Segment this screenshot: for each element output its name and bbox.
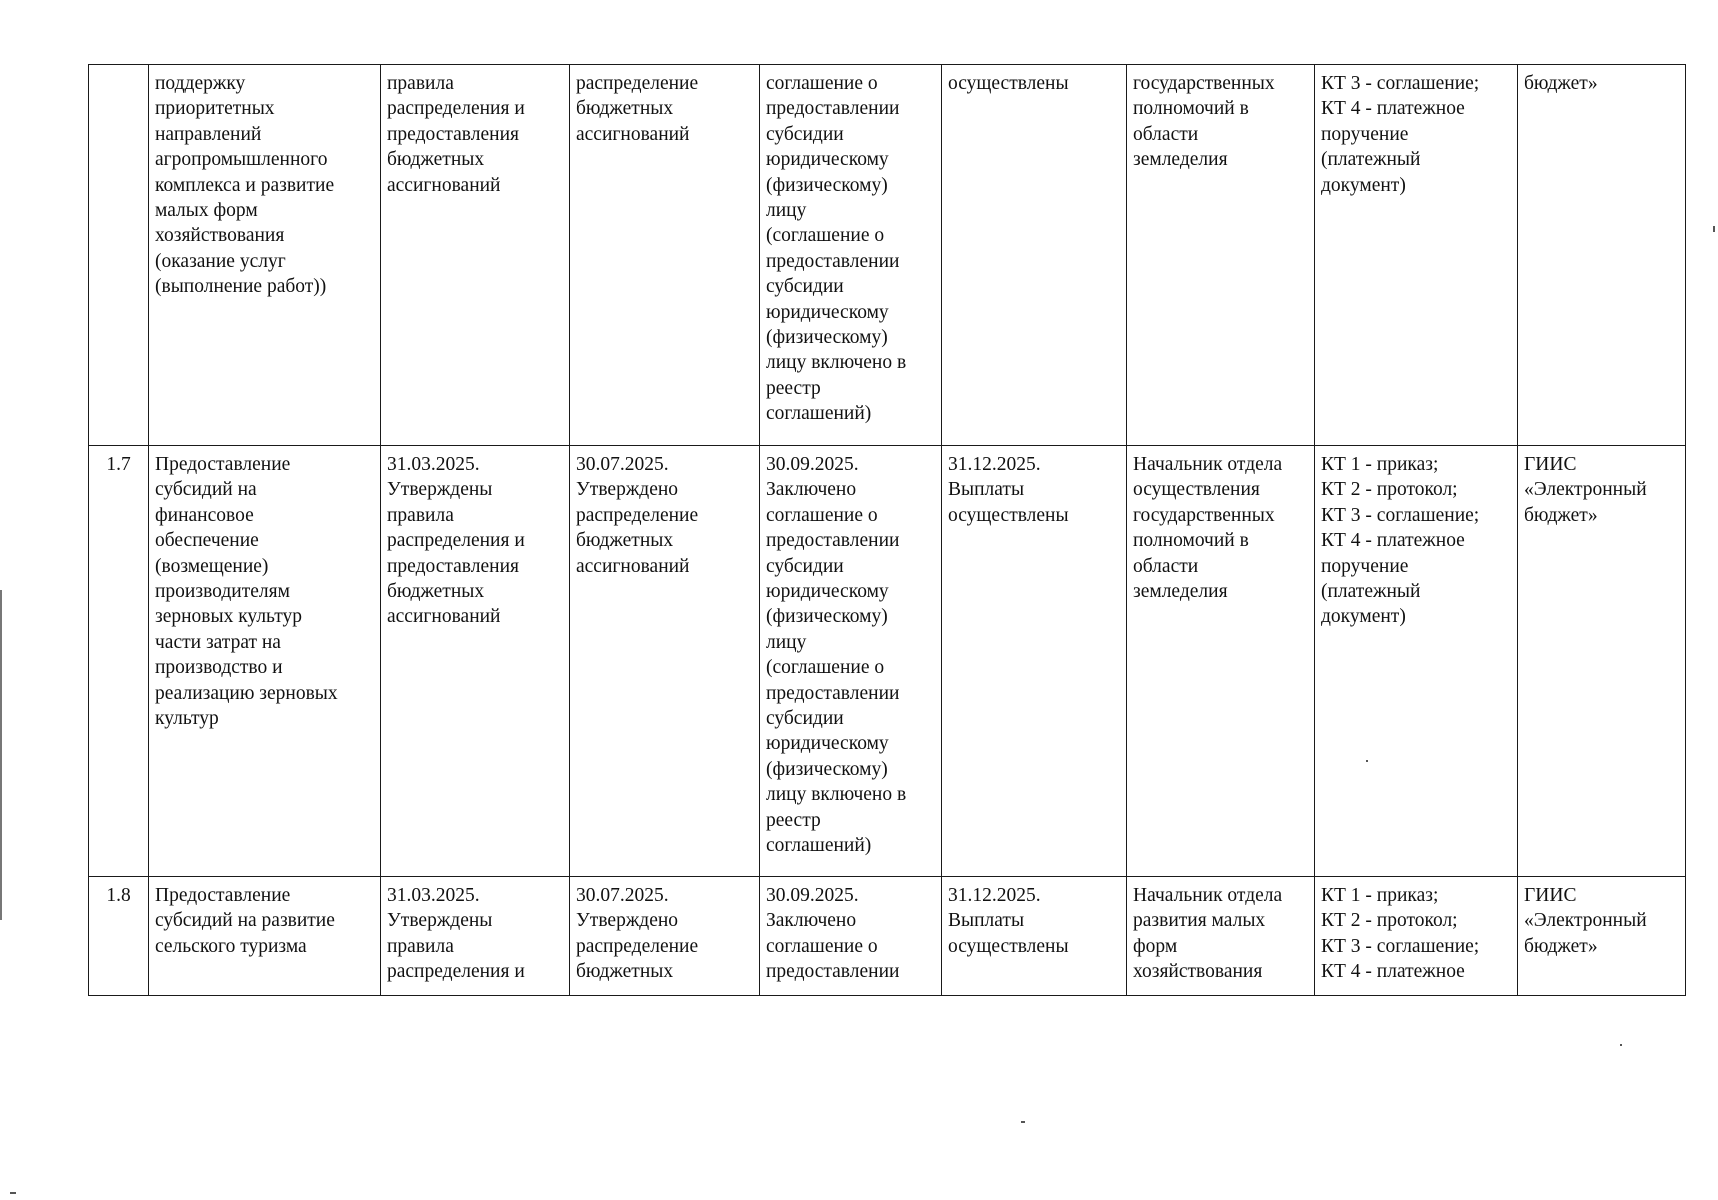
document-type-cell: КТ 3 - соглашение; КТ 4 - платежное поручение (платежный документ) bbox=[1315, 65, 1518, 446]
document-type-cell: КТ 1 - приказ; КТ 2 - протокол; КТ 3 - соглашение; КТ 4 - платежное bbox=[1315, 877, 1518, 996]
responsible-cell: Начальник отдела развития малых форм хозяйствования bbox=[1127, 877, 1315, 996]
scan-speck bbox=[1620, 1044, 1622, 1046]
scan-speck bbox=[1021, 1121, 1025, 1123]
checkpoint-3-cell: соглашение о предоставлении субсидии юридическому (физическому) лицу (соглашение о предоставлении субсидии юридическому (физическому) лицу включено в реестр соглашений) bbox=[760, 65, 942, 446]
checkpoint-4-cell: осуществлены bbox=[942, 65, 1127, 446]
checkpoint-3-cell: 30.09.2025. Заключено соглашение о предоставлении субсидии юридическому (физическому) лицу (соглашение о предоставлении субсидии юридическому (физическому) лицу включено в реестр соглашений) bbox=[760, 446, 942, 877]
scan-speck bbox=[10, 1192, 16, 1194]
row-number-cell: 1.7 bbox=[89, 446, 149, 877]
checkpoint-1-cell: 31.03.2025. Утверждены правила распределения и bbox=[381, 877, 570, 996]
row-number-cell bbox=[89, 65, 149, 446]
info-system-cell: бюджет» bbox=[1518, 65, 1686, 446]
checkpoint-1-cell: правила распределения и предоставления бюджетных ассигнований bbox=[381, 65, 570, 446]
event-cell: Предоставление субсидий на развитие сельского туризма bbox=[149, 877, 381, 996]
checkpoint-4-cell: 31.12.2025. Выплаты осуществлены bbox=[942, 446, 1127, 877]
table-row bbox=[89, 877, 1686, 996]
scan-speck bbox=[1366, 760, 1368, 762]
event-cell: Предоставление субсидий на финансовое обеспечение (возмещение) производителям зерновых культур части затрат на производство и реализацию зерновых культур bbox=[149, 446, 381, 877]
event-cell: поддержку приоритетных направлений агропромышленного комплекса и развитие малых форм хозяйствования (оказание услуг (выполнение работ)) bbox=[149, 65, 381, 446]
checkpoint-2-cell: 30.07.2025. Утверждено распределение бюджетных ассигнований bbox=[570, 446, 760, 877]
checkpoint-2-cell: 30.07.2025. Утверждено распределение бюджетных bbox=[570, 877, 760, 996]
table-row bbox=[89, 65, 1686, 446]
info-system-cell: ГИИС «Электронный бюджет» bbox=[1518, 446, 1686, 877]
info-system-cell: ГИИС «Электронный бюджет» bbox=[1518, 877, 1686, 996]
table-row bbox=[89, 446, 1686, 877]
document-type-cell: КТ 1 - приказ; КТ 2 - протокол; КТ 3 - соглашение; КТ 4 - платежное поручение (платежный документ) bbox=[1315, 446, 1518, 877]
scan-edge-mark bbox=[0, 590, 2, 920]
scan-speck bbox=[1713, 226, 1715, 232]
plan-table bbox=[88, 64, 1686, 996]
responsible-cell: государственных полномочий в области земледелия bbox=[1127, 65, 1315, 446]
responsible-cell: Начальник отдела осуществления государственных полномочий в области земледелия bbox=[1127, 446, 1315, 877]
checkpoint-4-cell: 31.12.2025. Выплаты осуществлены bbox=[942, 877, 1127, 996]
checkpoint-2-cell: распределение бюджетных ассигнований bbox=[570, 65, 760, 446]
checkpoint-1-cell: 31.03.2025. Утверждены правила распределения и предоставления бюджетных ассигнований bbox=[381, 446, 570, 877]
row-number-cell: 1.8 bbox=[89, 877, 149, 996]
checkpoint-3-cell: 30.09.2025. Заключено соглашение о предоставлении bbox=[760, 877, 942, 996]
